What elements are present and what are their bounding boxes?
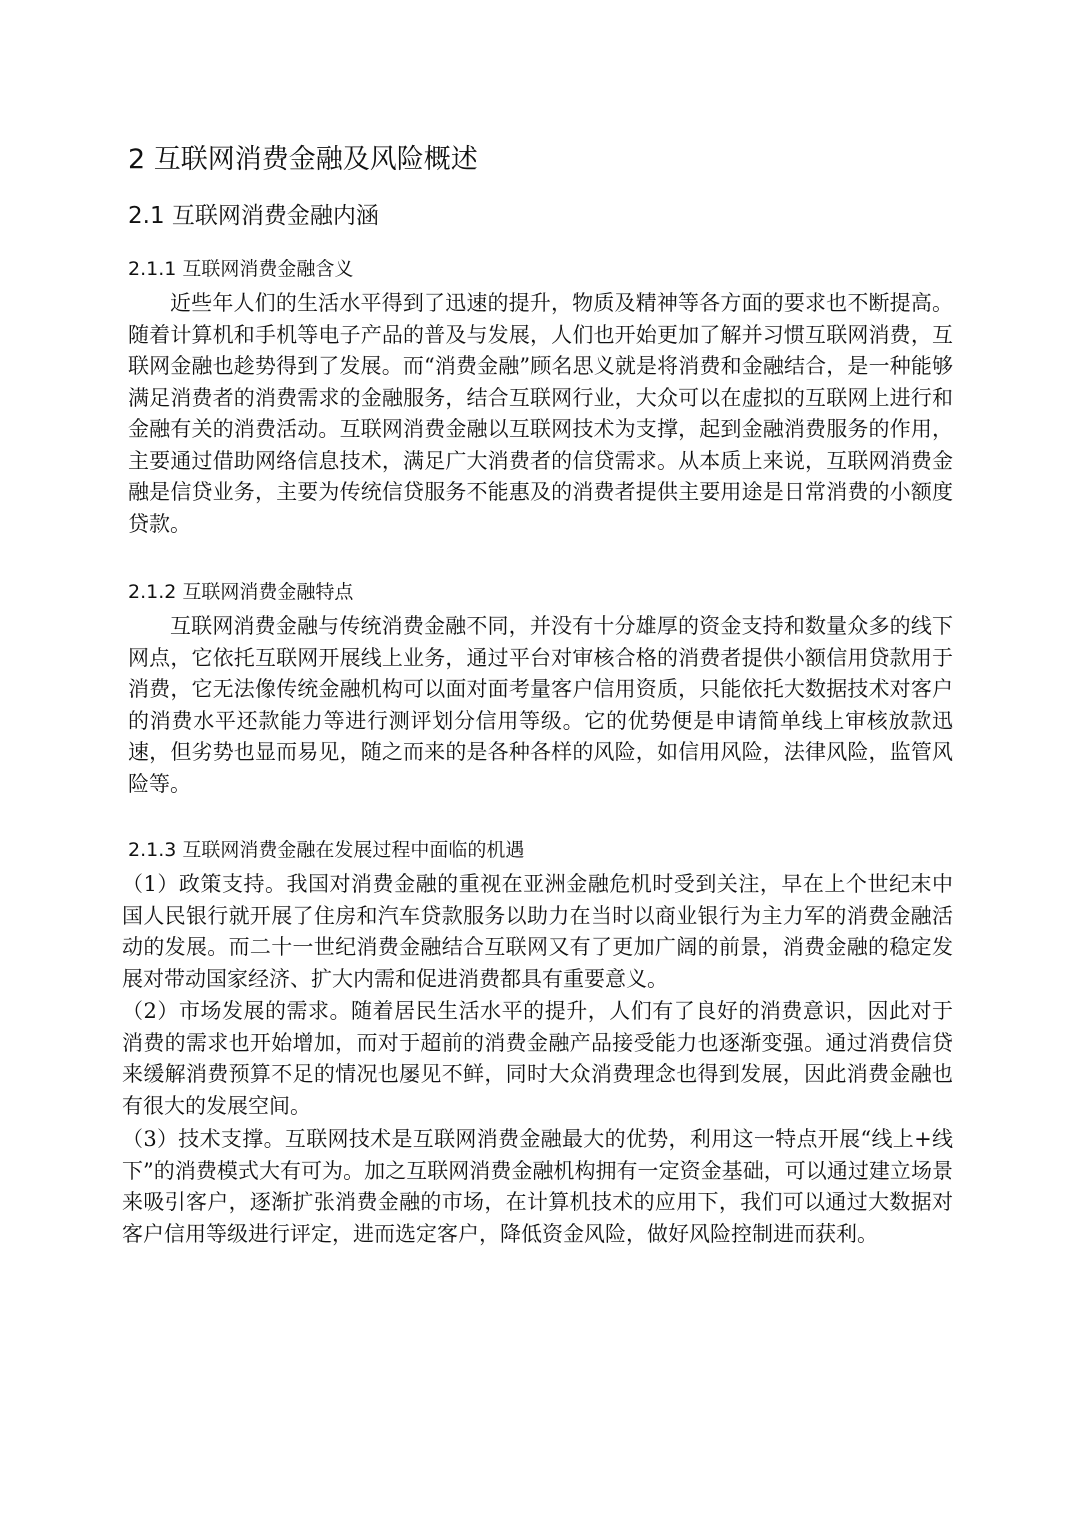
paragraph-policy-support: （1）政策支持。我国对消费金融的重视在亚洲金融危机时受到关注，早在上个世纪末中国人民银行就开展了住房和汽车贷款服务以助力在当时以商业银行为主力军的消费金融活动的发展。而二十一世纪消费金融结合互联网又有了更加广阔的前景，消费金融的稳定发展对带动国家经济、扩大内需和促进消费都具有重要意义。 [122,872,953,991]
paragraph-technical-support: （3）技术支撑。互联网技术是互联网消费金融最大的优势，利用这一特点开展“线上+线下”的消费模式大有可为。加之互联网消费金融机构拥有一定资金基础，可以通过建立场景来吸引客户，逐渐扩张消费金融的市场，在计算机技术的应用下，我们可以通过大数据对客户信用等级进行评定，进而选定客户，降低资金风险，做好风险控制进而获利。 [122,1127,953,1246]
section-title: 2.1 互联网消费金融内涵 [128,203,379,229]
chapter-title: 2 互联网消费金融及风险概述 [128,144,478,175]
subsection-title-opportunities: 2.1.3 互联网消费金融在发展过程中面临的机遇 [128,839,525,861]
paragraph-market-demand: （2）市场发展的需求。随着居民生活水平的提升，人们有了良好的消费意识，因此对于消费的需求也开始增加，而对于超前的消费金融产品接受能力也逐渐变强。通过消费信贷来缓解消费预算不足的情况也屡见不鲜，同时大众消费理念也得到发展，因此消费金融也有很大的发展空间。 [122,999,953,1118]
paragraph-meaning: 近些年人们的生活水平得到了迅速的提升，物质及精神等各方面的要求也不断提高。随着计算机和手机等电子产品的普及与发展，人们也开始更加了解并习惯互联网消费，互联网金融也趁势得到了发展。而“消费金融”顾名思义就是将消费和金融结合，是一种能够满足消费者的消费需求的金融服务，结合互联网行业，大众可以在虚拟的互联网上进行和金融有关的消费活动。互联网消费金融以互联网技术为支撑，起到金融消费服务的作用，主要通过借助网络信息技术，满足广大消费者的信贷需求。从本质上来说，互联网消费金融是信贷业务，主要为传统信贷服务不能惠及的消费者提供主要用途是日常消费的小额度贷款。 [128,291,953,536]
paragraph-features: 互联网消费金融与传统消费金融不同，并没有十分雄厚的资金支持和数量众多的线下网点，它依托互联网开展线上业务，通过平台对审核合格的消费者提供小额信用贷款用于消费，它无法像传统金融机构可以面对面考量客户信用资质，只能依托大数据技术对客户的消费水平还款能力等进行测评划分信用等级。它的优势便是申请简单线上审核放款迅速，但劣势也显而易见，随之而来的是各种各样的风险，如信用风险，法律风险，监管风险等。 [128,614,953,796]
subsection-title-features: 2.1.2 互联网消费金融特点 [128,581,354,603]
subsection-title-meaning: 2.1.1 互联网消费金融含义 [128,258,354,280]
